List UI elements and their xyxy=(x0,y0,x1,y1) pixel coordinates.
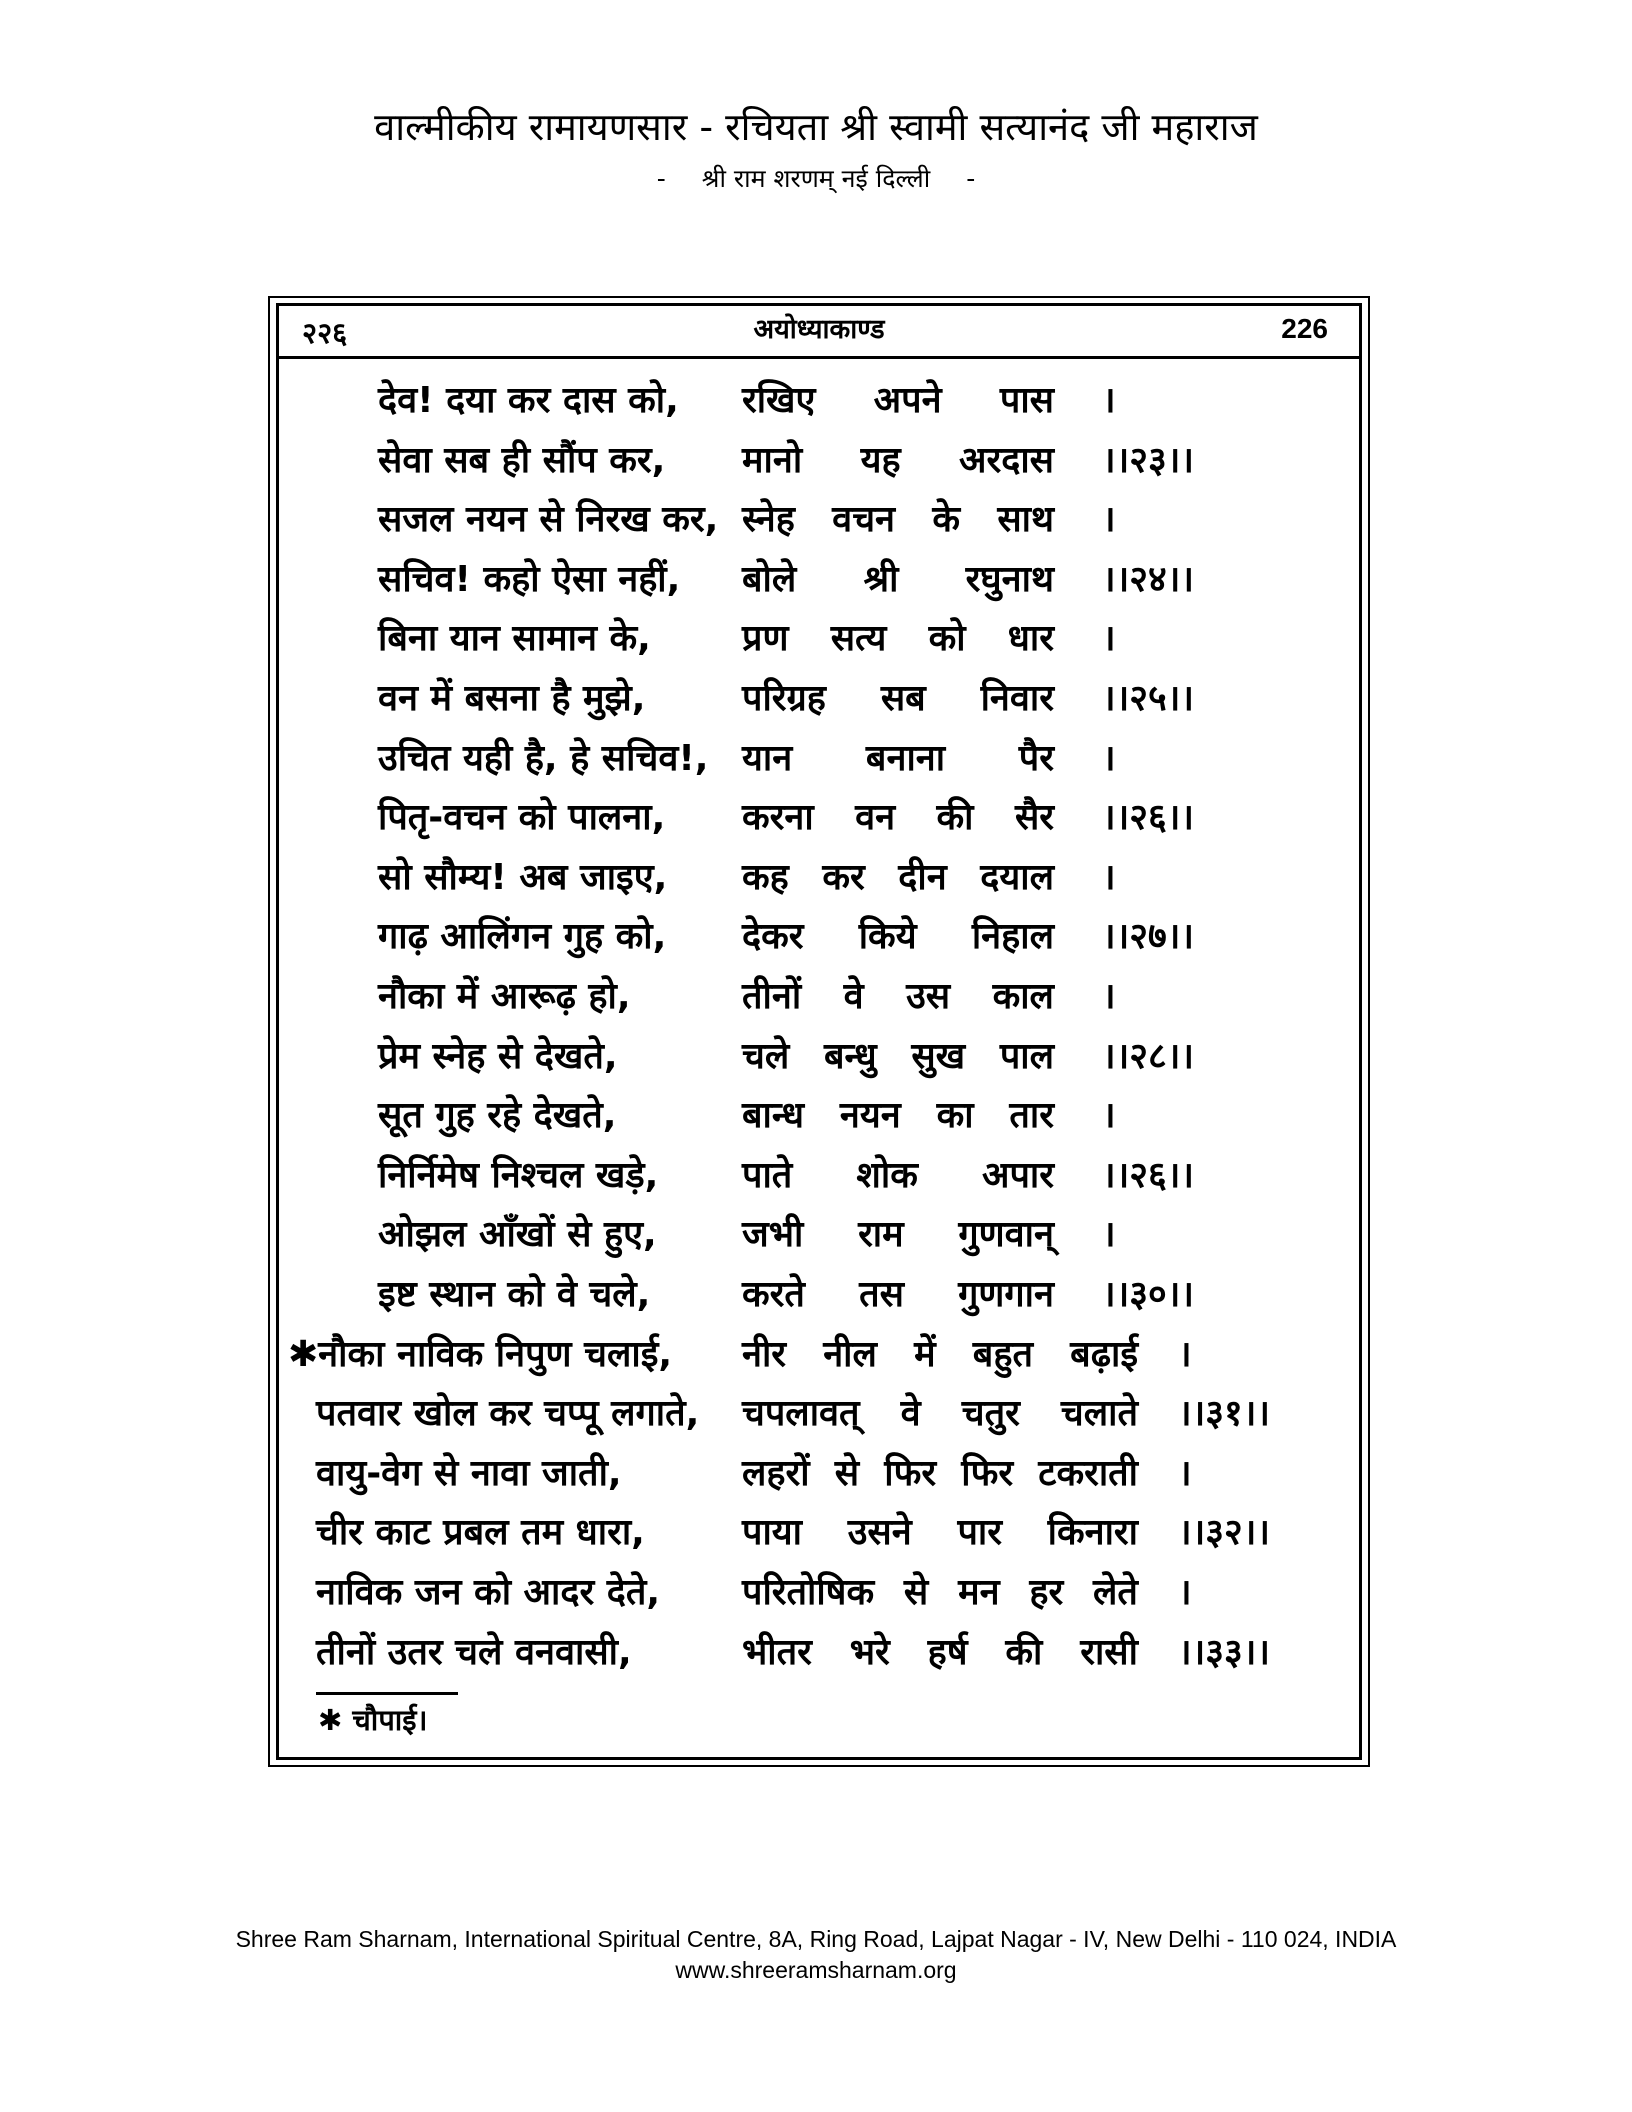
verse-right-half xyxy=(742,558,1054,602)
verse-number: ।।२६।। xyxy=(1102,1154,1195,1196)
verse-left-half: वन में बसना है मुझे, xyxy=(378,678,646,719)
verse-word: बान्ध xyxy=(742,1095,804,1137)
verse-word: बनाना xyxy=(865,737,946,779)
verse-left-half: सूत गुह रहे देखते, xyxy=(378,1095,617,1137)
verse-left-half: बिना यान सामान के, xyxy=(378,618,651,660)
verse-word: निवार xyxy=(980,678,1054,719)
verse-right-half xyxy=(742,498,1054,542)
verse-word: अरदास xyxy=(958,439,1054,481)
verse-word: करते xyxy=(742,1274,805,1315)
verse-word: पाया xyxy=(742,1512,802,1554)
verse-word: सैर xyxy=(1014,797,1054,839)
verse-word: तार xyxy=(1009,1095,1054,1137)
verse-right-half xyxy=(742,1333,1138,1377)
verse-word: पैर xyxy=(1018,737,1054,779)
verse-word: साथ xyxy=(997,499,1054,541)
verse-word: करना xyxy=(742,797,814,839)
verse-word: भीतर xyxy=(742,1631,812,1673)
verse-left-half: इष्ट स्थान को वे चले, xyxy=(378,1274,651,1315)
verse-word: वे xyxy=(843,976,864,1017)
verse-word: में xyxy=(914,1333,936,1375)
verse-word: हर xyxy=(1029,1572,1064,1613)
verse-word: रासी xyxy=(1080,1631,1138,1673)
verse-number: । xyxy=(1102,499,1116,541)
verse-word: अपार xyxy=(981,1154,1054,1196)
verse-right-half xyxy=(742,1213,1054,1257)
verse-word: के xyxy=(932,499,960,541)
verse-left-half: सेवा सब ही सौंप कर, xyxy=(378,439,666,481)
verse-word: किनारा xyxy=(1047,1512,1138,1554)
verse-word: की xyxy=(936,797,974,839)
verse-number: ।।३२।। xyxy=(1178,1512,1271,1554)
verse-word: उस xyxy=(906,976,951,1017)
subtitle-dash-right: - xyxy=(966,164,976,193)
verse-left-half: नौका में आरूढ़ हो, xyxy=(378,976,631,1017)
verse-word: श्री xyxy=(863,558,899,600)
verse-word: पाल xyxy=(999,1035,1054,1077)
verse-word: भरे xyxy=(849,1631,890,1673)
footnote-divider xyxy=(316,1692,458,1695)
verse-word: तस xyxy=(859,1274,904,1315)
verse-word: की xyxy=(1005,1631,1043,1673)
verse-word: नयन xyxy=(839,1095,901,1137)
footnote: ✱ चौपाई। xyxy=(318,1703,428,1737)
verse-number: ।।३१।। xyxy=(1178,1393,1271,1435)
verse-word: फिर xyxy=(961,1452,1014,1494)
verse-number: । xyxy=(1102,618,1116,660)
verse-word: जभी xyxy=(742,1214,804,1256)
verse-word: बन्धु xyxy=(823,1035,877,1077)
verse-word: दयाल xyxy=(980,856,1054,898)
verse-word: राम xyxy=(858,1214,904,1256)
verse-word: पार xyxy=(957,1512,1002,1554)
verse-word: देकर xyxy=(742,916,804,958)
subtitle-dash-left: - xyxy=(656,164,666,193)
verse-right-half xyxy=(742,856,1054,900)
verse-left-half: नाविक जन को आदर देते, xyxy=(316,1572,661,1613)
verse-word: प्रण xyxy=(742,618,789,660)
verse-word: कह xyxy=(742,856,789,898)
page-number: 226 xyxy=(1281,313,1328,344)
verse-word: रघुनाथ xyxy=(965,558,1054,600)
verse-word: बढ़ाई xyxy=(1070,1333,1138,1375)
verse-word: रखिए xyxy=(742,380,816,421)
verse-number: ।।२६।। xyxy=(1102,797,1195,839)
footer-address: Shree Ram Sharnam, International Spiritual Centre, 8A, Ring Road, Lajpat Nagar - IV, New Delhi - 110 024, INDIA xyxy=(235,1926,1397,1952)
verse-number: ।।२५।। xyxy=(1102,678,1195,719)
verse-right-half xyxy=(742,737,1054,781)
verse-word: यान xyxy=(742,737,793,779)
verse-left-half: चीर काट प्रबल तम धारा, xyxy=(316,1512,645,1554)
verse-word: गुणवान् xyxy=(958,1214,1054,1256)
verse-word: उसने xyxy=(847,1512,912,1554)
verse-number: ।।२८।। xyxy=(1102,1035,1195,1077)
verse-left-half: निर्निमेष निश्चल खड़े, xyxy=(378,1154,659,1196)
verse-right-half xyxy=(742,1035,1054,1079)
verse-left-half: ओझल आँखों से हुए, xyxy=(378,1214,657,1256)
verse-word: परिग्रह xyxy=(742,678,826,719)
verse-number: ।।३०।। xyxy=(1102,1274,1195,1315)
verse-number: । xyxy=(1178,1333,1192,1375)
verse-number: । xyxy=(1102,1214,1116,1256)
verse-number: । xyxy=(1178,1572,1192,1613)
verse-word: शोक xyxy=(856,1154,918,1196)
verse-left-half: देव! दया कर दास को, xyxy=(378,380,679,421)
verse-number: । xyxy=(1102,380,1116,421)
verse-word: वन xyxy=(855,797,896,839)
verse-number: ।।२३।। xyxy=(1102,439,1195,481)
verse-number: ।।२४।। xyxy=(1102,558,1195,600)
verse-word: गुणगान xyxy=(958,1274,1054,1315)
verse-word: वे xyxy=(900,1393,921,1435)
verse-word: काल xyxy=(992,976,1054,1017)
verse-right-half xyxy=(742,1452,1138,1496)
verse-word: पाते xyxy=(742,1154,793,1196)
verse-word: चपलावत् xyxy=(742,1393,860,1435)
verse-right-half xyxy=(742,379,1054,423)
verse-right-half xyxy=(742,677,1054,721)
verse-word: वचन xyxy=(832,499,896,541)
verse-left-half: सो सौम्य! अब जाइए, xyxy=(378,856,668,898)
verse-word: सब xyxy=(880,678,926,719)
verse-word: नीर xyxy=(742,1333,787,1375)
verse-number: । xyxy=(1102,976,1116,1017)
verse-word: बोले xyxy=(742,558,797,600)
verse-word: लहरों xyxy=(742,1452,810,1494)
verse-word: पास xyxy=(999,380,1054,421)
verse-word: कर xyxy=(822,856,865,898)
subtitle-text: श्री राम शरणम् नई दिल्ली xyxy=(701,164,931,193)
verse-word: किये xyxy=(858,916,917,958)
verse-word: सत्य xyxy=(830,618,887,660)
verse-left-half: ✱नौका नाविक निपुण चलाई, xyxy=(288,1333,673,1375)
footer-website: www.shreeramsharnam.org xyxy=(675,1957,957,1983)
verse-right-half xyxy=(742,1571,1138,1615)
verse-left-half: प्रेम स्नेह से देखते, xyxy=(378,1035,618,1077)
verse-right-half xyxy=(742,796,1054,840)
verse-right-half xyxy=(742,1094,1054,1138)
verse-word: नील xyxy=(823,1333,877,1375)
verse-number: । xyxy=(1102,856,1116,898)
verse-word: मन xyxy=(958,1572,1000,1613)
verse-word: से xyxy=(903,1572,929,1613)
verse-word: दीन xyxy=(898,856,947,898)
page-number-hindi: २२६ xyxy=(302,316,348,350)
verse-word: चले xyxy=(742,1035,790,1077)
verse-word: सुख xyxy=(911,1035,966,1077)
verse-word: टकराती xyxy=(1038,1452,1138,1494)
verse-number: ।।२७।। xyxy=(1102,916,1195,958)
verse-left-half: पितृ-वचन को पालना, xyxy=(378,797,666,839)
verse-number: । xyxy=(1102,737,1116,779)
verse-right-half xyxy=(742,915,1054,959)
verse-left-half: पतवार खोल कर चप्पू लगाते, xyxy=(316,1393,700,1435)
verse-right-half xyxy=(742,1154,1054,1198)
verse-word: चतुर xyxy=(961,1393,1020,1435)
verse-right-half xyxy=(742,1273,1054,1317)
verse-word: परितोषिक xyxy=(742,1572,875,1613)
verse-word: चलाते xyxy=(1060,1393,1138,1435)
verse-right-half xyxy=(742,975,1054,1019)
verse-left-half: सजल नयन से निरख कर, xyxy=(378,499,719,541)
document-title: वाल्मीकीय रामायणसार - रचियता श्री स्वामी सत्यानंद जी महाराज xyxy=(374,105,1258,149)
verse-left-half: सचिव! कहो ऐसा नहीं, xyxy=(378,558,681,600)
verse-word: हर्ष xyxy=(927,1631,968,1673)
verse-number: । xyxy=(1102,1095,1116,1137)
verse-word: से xyxy=(834,1452,860,1494)
chapter-title: अयोध्याकाण्ड xyxy=(753,314,885,345)
verse-right-half xyxy=(742,617,1054,661)
verse-right-half xyxy=(742,1631,1138,1675)
verse-number: । xyxy=(1178,1452,1192,1494)
verse-word: तीनों xyxy=(742,976,802,1017)
verse-left-half: गाढ़ आलिंगन गुह को, xyxy=(378,916,667,958)
verse-word: अपने xyxy=(873,380,942,421)
verse-number: ।।३३।। xyxy=(1178,1631,1271,1673)
verse-word: फिर xyxy=(884,1452,937,1494)
verse-word: धार xyxy=(1007,618,1054,660)
verse-word: यह xyxy=(860,439,901,481)
verse-left-half: वायु-वेग से नावा जाती, xyxy=(316,1452,622,1494)
document-subtitle xyxy=(0,162,1632,196)
verse-word: का xyxy=(936,1095,974,1137)
verse-word: को xyxy=(928,618,966,660)
verse-left-half: तीनों उतर चले वनवासी, xyxy=(316,1631,632,1673)
verse-right-half xyxy=(742,1511,1138,1555)
verse-word: निहाल xyxy=(971,916,1054,958)
verse-word: लेते xyxy=(1093,1572,1138,1613)
verse-right-half xyxy=(742,1392,1138,1436)
verse-word: बहुत xyxy=(972,1333,1033,1375)
verse-left-half: उचित यही है, हे सचिव!, xyxy=(378,737,709,779)
verse-word: स्नेह xyxy=(742,499,795,541)
page-header-row xyxy=(276,303,1362,359)
verse-right-half xyxy=(742,439,1054,483)
verse-word: मानो xyxy=(742,439,803,481)
